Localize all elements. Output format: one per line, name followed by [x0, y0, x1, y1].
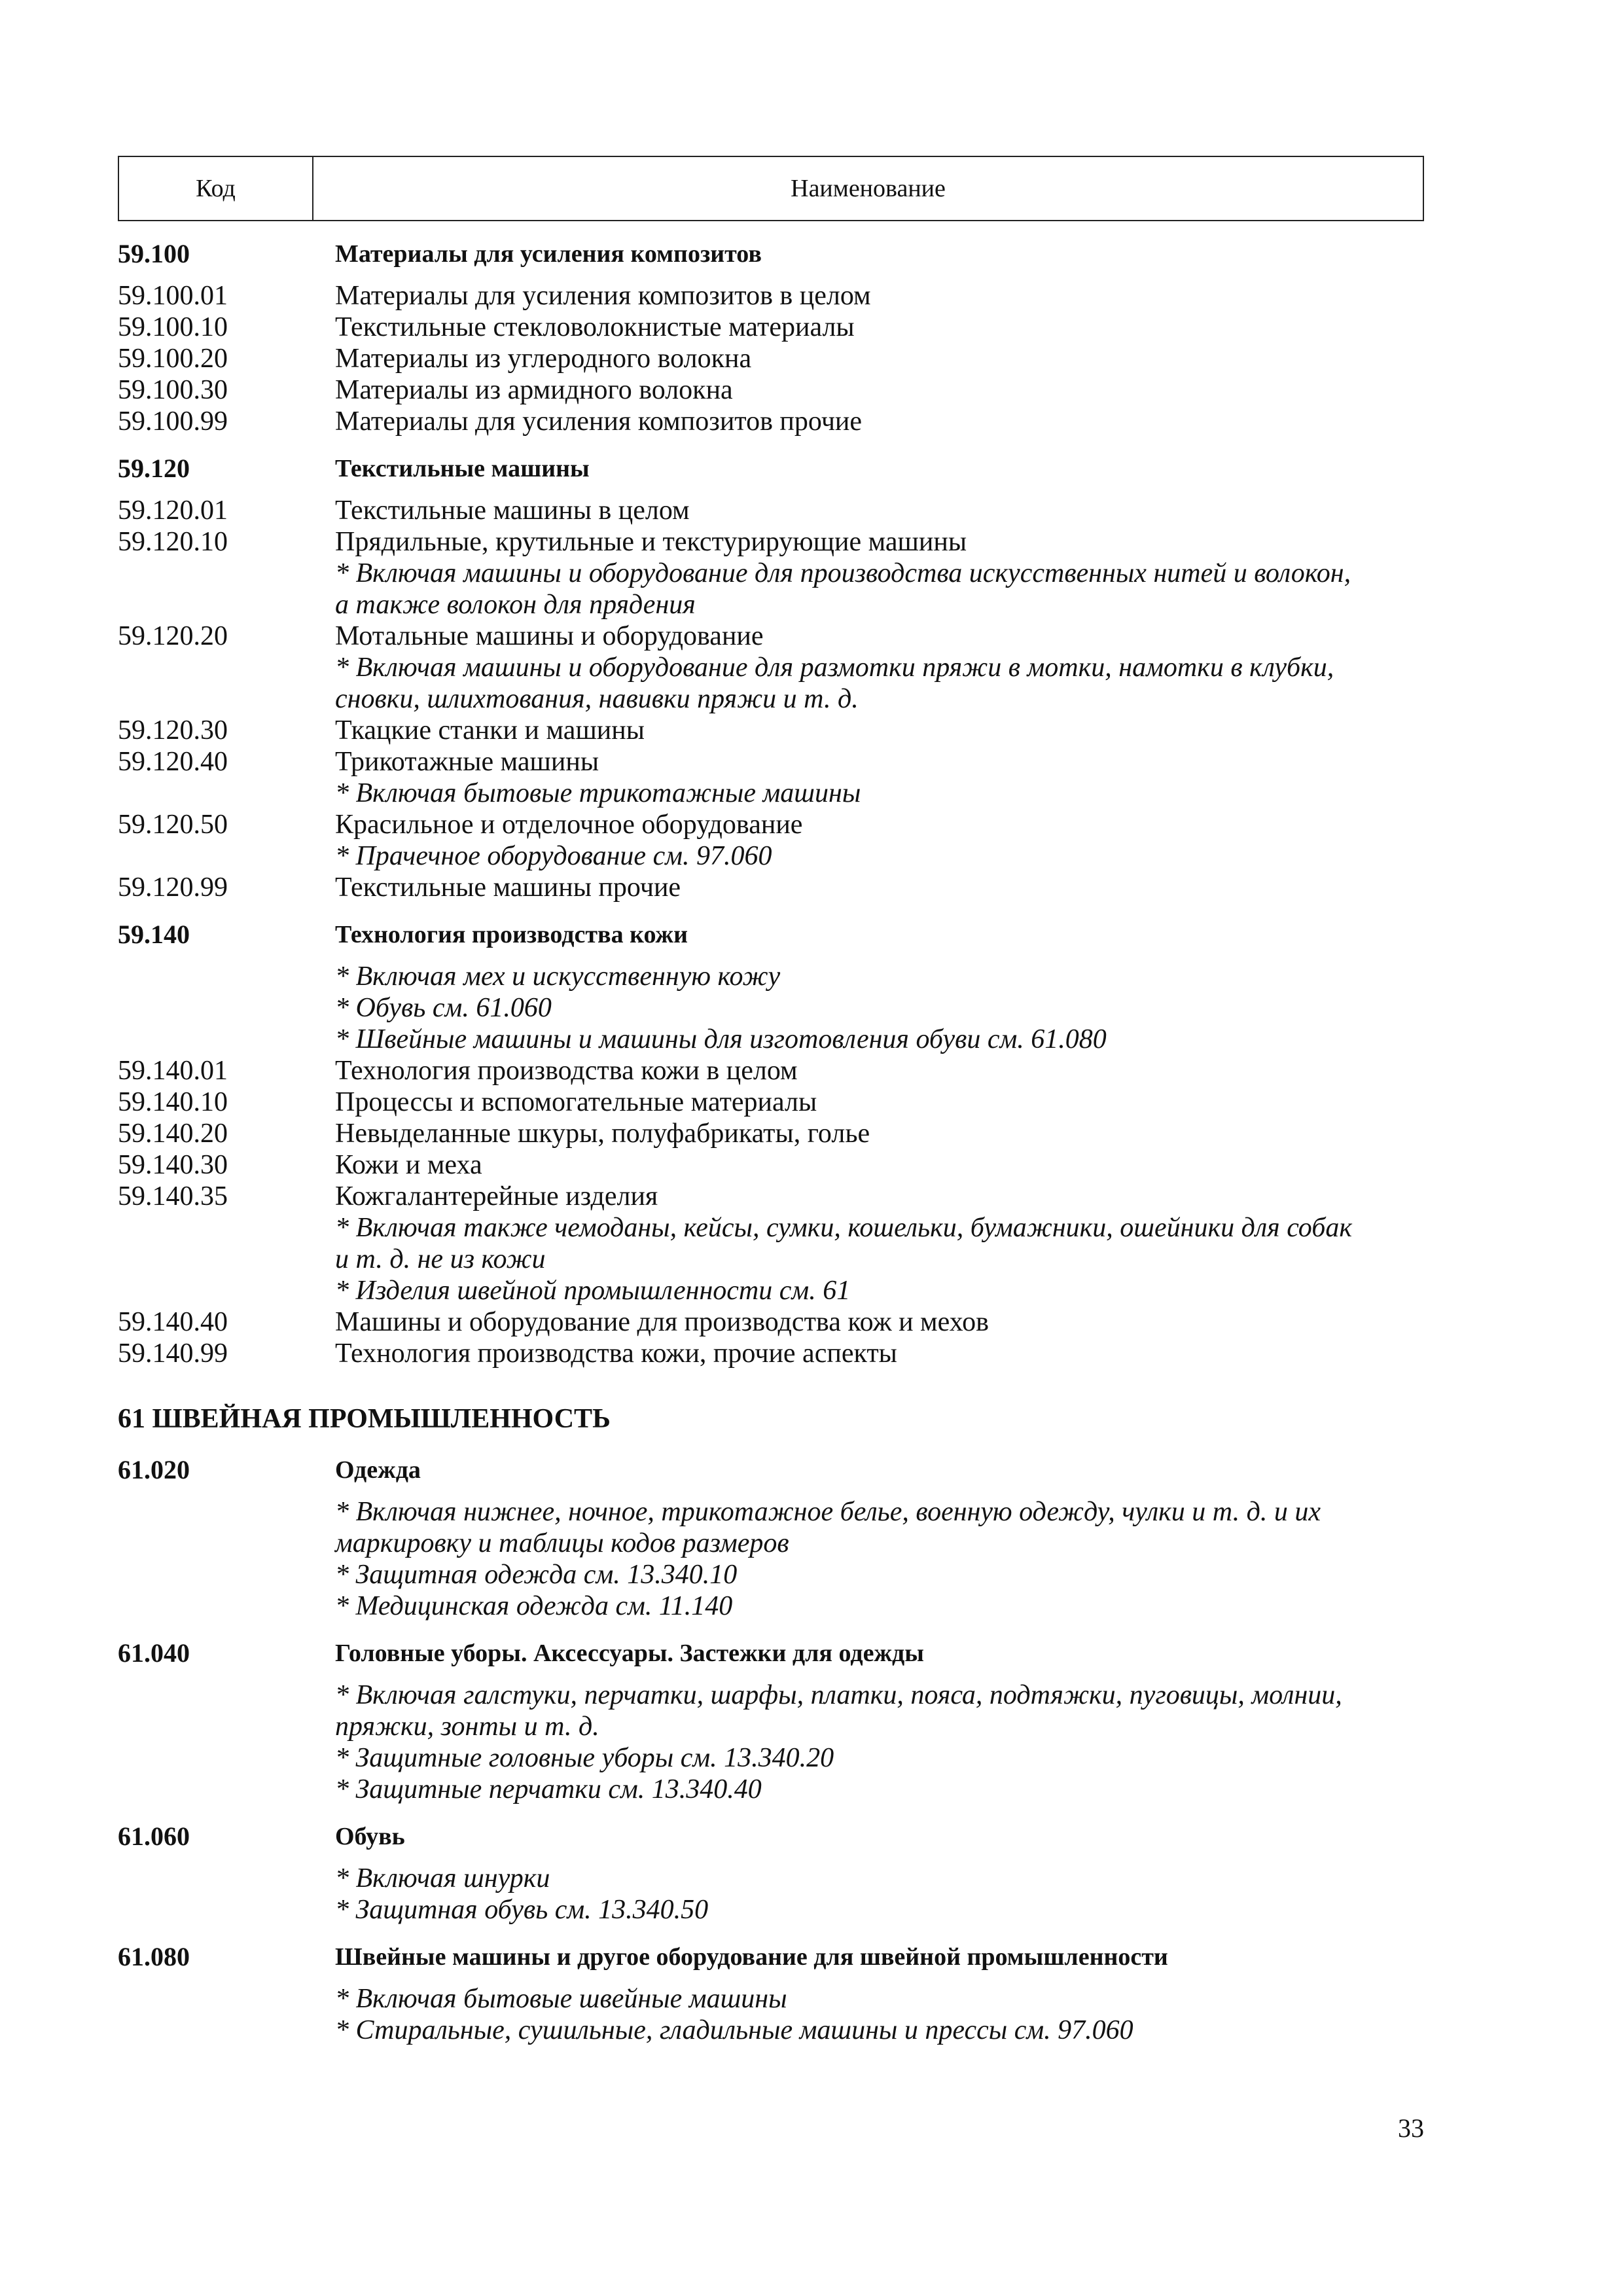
- row-note: маркировку и таблицы кодов размеров: [335, 1528, 789, 1558]
- note-row: [118, 1024, 1427, 1055]
- row-name: Технология производства кожи в целом: [335, 1056, 798, 1086]
- row-name: Материалы для усиления композитов прочие: [335, 406, 863, 437]
- row-code: 59.120.20: [118, 621, 228, 651]
- row-code: 59.100.99: [118, 406, 228, 437]
- row-name: Одежда: [335, 1456, 421, 1484]
- note-row: [118, 1590, 1427, 1622]
- item-row: [118, 620, 1427, 652]
- note-row: [118, 1863, 1427, 1894]
- item-row: [118, 1149, 1427, 1181]
- row-code: 59.140.35: [118, 1181, 228, 1211]
- note-row: [118, 1496, 1427, 1528]
- row-note: * Обувь см. 61.060: [335, 993, 552, 1023]
- note-row: [118, 992, 1427, 1024]
- row-code: 59.140.20: [118, 1119, 228, 1149]
- note-row: [118, 840, 1427, 872]
- field-heading: 61 ШВЕЙНАЯ ПРОМЫШЛЕННОСТЬ: [118, 1404, 611, 1434]
- row-name: Материалы для усиления композитов в целом: [335, 281, 871, 311]
- row-name: Мотальные машины и оборудование: [335, 621, 764, 651]
- note-row: [118, 1528, 1427, 1559]
- row-note: * Защитные головные уборы см. 13.340.20: [335, 1743, 834, 1773]
- row-note: пряжки, зонты и т. д.: [335, 1712, 599, 1742]
- row-name: Головные уборы. Аксессуары. Застежки для одежды: [335, 1640, 924, 1667]
- note-row: [118, 1711, 1427, 1742]
- row-name: Процессы и вспомогательные материалы: [335, 1087, 817, 1117]
- row-note: * Включая галстуки, перчатки, шарфы, платки, пояса, подтяжки, пуговицы, молнии,: [335, 1680, 1342, 1710]
- note-row: [118, 1679, 1427, 1711]
- row-note: * Включая машины и оборудование для производства искусственных нитей и волокон,: [335, 558, 1351, 588]
- note-row: [118, 1742, 1427, 1774]
- row-note: * Защитная обувь см. 13.340.50: [335, 1895, 709, 1925]
- row-name: Материалы из армидного волокна: [335, 375, 733, 405]
- row-note: * Прачечное оборудование см. 97.060: [335, 841, 772, 871]
- item-row: [118, 374, 1427, 406]
- row-code: 59.120: [118, 454, 190, 483]
- row-note: сновки, шлихтования, навивки пряжи и т. д.: [335, 684, 859, 714]
- row-code: 61.060: [118, 1821, 190, 1851]
- row-code: 59.100.20: [118, 344, 228, 374]
- row-name: Ткацкие станки и машины: [335, 715, 645, 745]
- note-row: [118, 1275, 1427, 1306]
- row-name: Швейные машины и другое оборудование для швейной промышленности: [335, 1943, 1168, 1971]
- item-row: [118, 280, 1427, 312]
- row-name: Невыделанные шкуры, полуфабрикаты, голье: [335, 1119, 870, 1149]
- row-note: * Включая шнурки: [335, 1863, 550, 1893]
- section-row: [118, 1454, 1427, 1486]
- row-note: * Включая нижнее, ночное, трикотажное белье, военную одежду, чулки и т. д. и их: [335, 1497, 1321, 1527]
- row-note: и т. д. не из кожи: [335, 1244, 546, 1274]
- row-code: 61.040: [118, 1638, 190, 1668]
- row-name: Красильное и отделочное оборудование: [335, 810, 803, 840]
- section-row: [118, 238, 1427, 270]
- row-code: 59.120.01: [118, 495, 228, 526]
- row-name: Текстильные машины: [335, 455, 590, 482]
- item-row: [118, 1086, 1427, 1118]
- item-row: [118, 872, 1427, 903]
- row-name: Материалы из углеродного волокна: [335, 344, 752, 374]
- row-note: * Включая мех и искусственную кожу: [335, 961, 781, 992]
- row-code: 59.120.99: [118, 872, 228, 903]
- row-code: 59.140: [118, 920, 190, 949]
- note-row: [118, 683, 1427, 715]
- row-code: 59.140.30: [118, 1150, 228, 1180]
- row-name: Материалы для усиления композитов: [335, 240, 762, 268]
- section-row: [118, 1941, 1427, 1973]
- row-code: 59.120.40: [118, 747, 228, 777]
- row-code: 59.140.01: [118, 1056, 228, 1086]
- row-code: 59.120.30: [118, 715, 228, 745]
- section-row: [118, 919, 1427, 950]
- row-name: Технология производства кожи, прочие аспекты: [335, 1338, 897, 1369]
- header-code-column: Код: [119, 157, 313, 220]
- item-row: [118, 809, 1427, 840]
- note-row: [118, 1559, 1427, 1590]
- note-row: [118, 652, 1427, 683]
- row-name: Кожи и меха: [335, 1150, 482, 1180]
- note-row: [118, 558, 1427, 589]
- note-row: [118, 1244, 1427, 1275]
- table-header: [118, 156, 1424, 221]
- note-row: [118, 1774, 1427, 1805]
- row-code: 59.140.10: [118, 1087, 228, 1117]
- row-note: * Швейные машины и машины для изготовления обуви см. 61.080: [335, 1024, 1107, 1054]
- row-code: 59.100.10: [118, 312, 228, 342]
- row-name: Кожгалантерейные изделия: [335, 1181, 658, 1211]
- row-code: 59.100: [118, 239, 190, 268]
- item-row: [118, 1181, 1427, 1212]
- row-note: * Включая бытовые трикотажные машины: [335, 778, 861, 808]
- row-note: а также волокон для прядения: [335, 590, 696, 620]
- row-note: * Включая бытовые швейные машины: [335, 1984, 787, 2014]
- row-note: * Стиральные, сушильные, гладильные машины и прессы см. 97.060: [335, 2015, 1133, 2045]
- section-row: [118, 1821, 1427, 1852]
- item-row: [118, 1338, 1427, 1369]
- item-row: [118, 715, 1427, 746]
- row-name: Машины и оборудование для производства кож и мехов: [335, 1307, 989, 1337]
- item-row: [118, 406, 1427, 437]
- row-code: 59.140.40: [118, 1307, 228, 1337]
- row-code: 59.120.10: [118, 527, 228, 557]
- row-note: * Защитные перчатки см. 13.340.40: [335, 1774, 762, 1804]
- row-note: * Медицинская одежда см. 11.140: [335, 1591, 733, 1621]
- row-note: * Защитная одежда см. 13.340.10: [335, 1560, 738, 1590]
- row-name: Текстильные машины в целом: [335, 495, 690, 526]
- row-name: Текстильные стекловолокнистые материалы: [335, 312, 855, 342]
- note-row: [118, 1894, 1427, 1926]
- item-row: [118, 526, 1427, 558]
- note-row: [118, 2015, 1427, 2046]
- row-code: 61.020: [118, 1455, 190, 1484]
- row-note: * Включая машины и оборудование для размотки пряжи в мотки, намотки в клубки,: [335, 653, 1334, 683]
- item-row: [118, 312, 1427, 343]
- row-code: 59.100.30: [118, 375, 228, 405]
- row-name: Обувь: [335, 1823, 405, 1850]
- row-code: 59.140.99: [118, 1338, 228, 1369]
- row-note: * Изделия швейной промышленности см. 61: [335, 1276, 851, 1306]
- item-row: [118, 1306, 1427, 1338]
- item-row: [118, 746, 1427, 778]
- row-name: Прядильные, крутильные и текстурирующие машины: [335, 527, 967, 557]
- section-row: [118, 453, 1427, 484]
- item-row: [118, 343, 1427, 374]
- section-row: [118, 1638, 1427, 1669]
- row-code: 59.100.01: [118, 281, 228, 311]
- classification-list: [118, 223, 1427, 2046]
- note-row: [118, 1212, 1427, 1244]
- row-code: 61.080: [118, 1942, 190, 1971]
- item-row: [118, 495, 1427, 526]
- note-row: [118, 589, 1427, 620]
- item-row: [118, 1055, 1427, 1086]
- row-code: 59.120.50: [118, 810, 228, 840]
- item-row: [118, 1118, 1427, 1149]
- row-name: Текстильные машины прочие: [335, 872, 681, 903]
- row-note: * Включая также чемоданы, кейсы, сумки, кошельки, бумажники, ошейники для собак: [335, 1213, 1353, 1243]
- row-name: Трикотажные машины: [335, 747, 599, 777]
- row-name: Технология производства кожи: [335, 921, 688, 948]
- note-row: [118, 961, 1427, 992]
- note-row: [118, 1983, 1427, 2015]
- page-number: 33: [1398, 2113, 1424, 2143]
- note-row: [118, 778, 1427, 809]
- header-name-column: Наименование: [791, 175, 946, 202]
